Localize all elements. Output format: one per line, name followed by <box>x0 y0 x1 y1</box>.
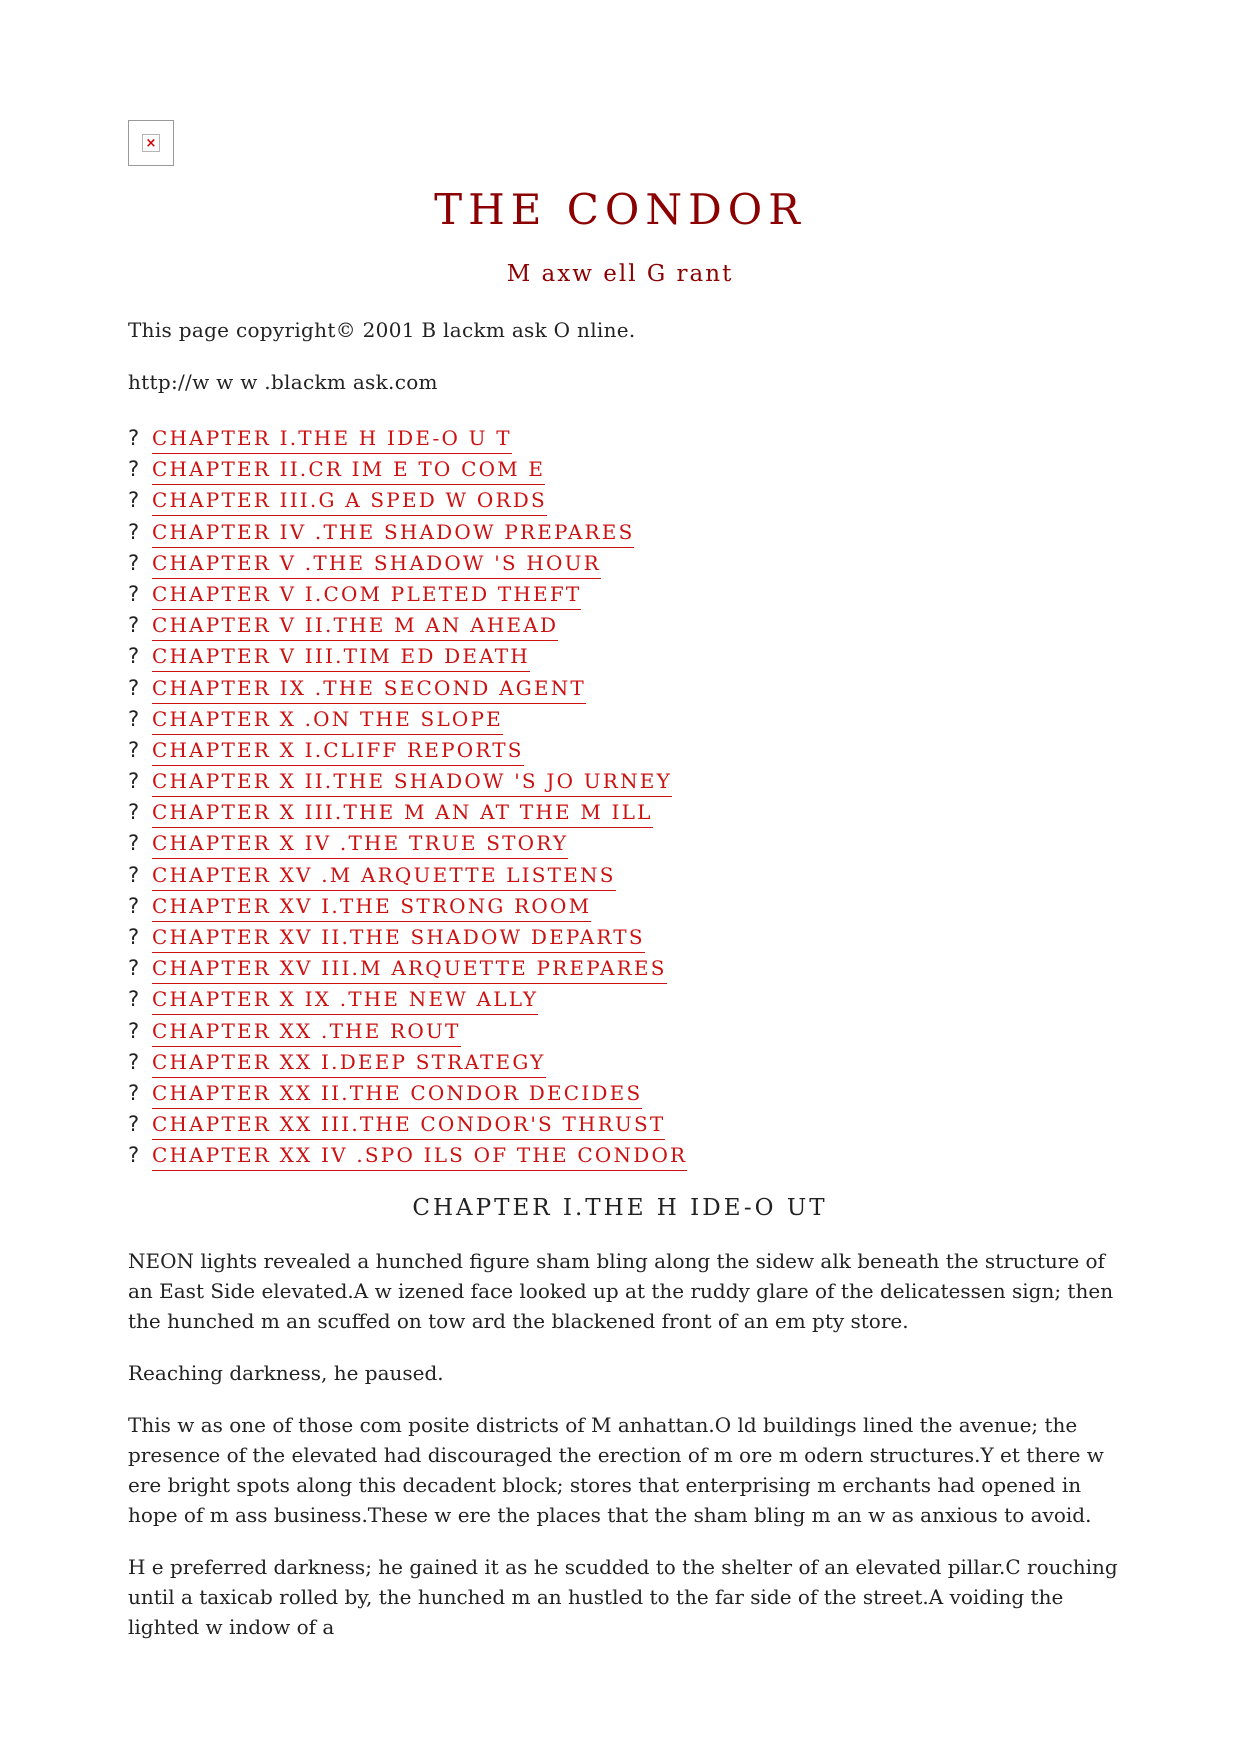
broken-image-icon <box>128 120 174 166</box>
chapter-heading: CHAPTER I.THE H IDE-O UT <box>412 1195 828 1221</box>
toc-item <box>128 798 687 829</box>
toc-bullet: ? <box>128 706 140 731</box>
toc-item <box>128 954 687 985</box>
toc-item <box>128 985 687 1016</box>
toc-bullet: ? <box>128 488 140 513</box>
toc-link-chapter-22[interactable]: CHAPTER XX II.THE CONDOR DECIDES <box>152 1079 642 1109</box>
toc-link-chapter-19[interactable]: CHAPTER X IX .THE NEW ALLY <box>152 985 538 1015</box>
toc-item <box>128 767 687 798</box>
toc-bullet: ? <box>128 1018 140 1043</box>
toc-bullet: ? <box>128 925 140 949</box>
toc-item <box>128 1048 687 1079</box>
toc-link-chapter-20[interactable]: CHAPTER XX .THE ROUT <box>152 1017 461 1047</box>
toc-bullet: ? <box>128 1049 140 1074</box>
toc-link-chapter-8[interactable]: CHAPTER V III.TIM ED DEATH <box>152 642 530 672</box>
toc-link-chapter-6[interactable]: CHAPTER V I.COM PLETED THEFT <box>152 580 581 610</box>
toc-item <box>128 829 687 860</box>
toc-link-chapter-9[interactable]: CHAPTER IX .THE SECOND AGENT <box>152 674 586 704</box>
toc-item <box>128 549 687 580</box>
toc-link-chapter-2[interactable]: CHAPTER II.CR IM E TO COM E <box>152 455 545 485</box>
toc-bullet: ? <box>128 675 140 700</box>
toc-link-chapter-5[interactable]: CHAPTER V .THE SHADOW 'S HOUR <box>152 549 601 579</box>
toc-bullet: ? <box>128 1112 140 1137</box>
toc-bullet: ? <box>128 769 140 794</box>
toc-item <box>128 455 687 486</box>
toc-item <box>128 923 687 954</box>
toc-link-chapter-13[interactable]: CHAPTER X III.THE M AN AT THE M ILL <box>152 798 653 828</box>
book-author: M axw ell G rant <box>506 261 734 287</box>
toc-link-chapter-12[interactable]: CHAPTER X II.THE SHADOW 'S JO URNEY <box>152 767 672 797</box>
toc-bullet: ? <box>128 1080 140 1105</box>
toc-bullet: ? <box>128 737 140 762</box>
toc-link-chapter-7[interactable]: CHAPTER V II.THE M AN AHEAD <box>152 611 558 641</box>
body-paragraph: Reaching darkness, he paused. <box>128 1361 444 1385</box>
toc-link-chapter-14[interactable]: CHAPTER X IV .THE TRUE STORY <box>152 829 568 859</box>
toc-item <box>128 861 687 892</box>
toc-bullet: ? <box>128 519 140 544</box>
body-paragraph: This w as one of those com posite districts of M anhattan.O ld buildings lined the avenue; the presence of the elevated had discouraged the erection of m ore m odern structures.Y et there w ere bright spots along this decadent block; stores that enterprising m erchants had opened in hope of m ass business.These w ere the places that the sham bling m an w as anxious to avoid. <box>128 1413 1104 1527</box>
toc-link-chapter-24[interactable]: CHAPTER XX IV .SPO ILS OF THE CONDOR <box>152 1141 687 1171</box>
toc-item <box>128 642 687 673</box>
toc-bullet: ? <box>128 956 140 981</box>
toc-link-chapter-15[interactable]: CHAPTER XV .M ARQUETTE LISTENS <box>152 861 616 891</box>
toc-bullet: ? <box>128 426 140 450</box>
toc-link-chapter-1[interactable]: CHAPTER I.THE H IDE-O U T <box>152 424 512 454</box>
toc-item <box>128 1141 687 1172</box>
toc-link-chapter-10[interactable]: CHAPTER X .ON THE SLOPE <box>152 705 503 735</box>
toc-link-chapter-23[interactable]: CHAPTER XX III.THE CONDOR'S THRUST <box>152 1110 665 1140</box>
toc-link-chapter-17[interactable]: CHAPTER XV II.THE SHADOW DEPARTS <box>152 923 645 953</box>
toc-link-chapter-21[interactable]: CHAPTER XX I.DEEP STRATEGY <box>152 1048 546 1078</box>
toc-link-chapter-3[interactable]: CHAPTER III.G A SPED W ORDS <box>152 486 547 516</box>
toc-link-chapter-16[interactable]: CHAPTER XV I.THE STRONG ROOM <box>152 892 591 922</box>
toc-link-chapter-4[interactable]: CHAPTER IV .THE SHADOW PREPARES <box>152 518 634 548</box>
toc-bullet: ? <box>128 581 140 606</box>
body-paragraph: NEON lights revealed a hunched figure sham bling along the sidew alk beneath the structure of an East Side elevated.A w izened face looked up at the ruddy glare of the delicatessen sign; then the hunched m an scuffed on tow ard the blackened front of an em pty store. <box>128 1249 1114 1333</box>
toc-item <box>128 580 687 611</box>
toc-bullet: ? <box>128 893 140 918</box>
toc-item <box>128 486 687 517</box>
broken-image-glyph: × <box>142 134 160 152</box>
toc-bullet: ? <box>128 550 140 575</box>
toc-bullet: ? <box>128 862 140 887</box>
toc-item <box>128 674 687 705</box>
chapter-body <box>128 1246 1118 1664</box>
toc-bullet: ? <box>128 644 140 669</box>
toc-bullet: ? <box>128 1143 140 1168</box>
toc-bullet: ? <box>128 987 140 1012</box>
body-paragraph: H e preferred darkness; he gained it as he scudded to the shelter of an elevated pillar.C rouching until a taxicab rolled by, the hunched m an hustled to the far side of the street.A voiding the lighted w indow of a <box>128 1555 1118 1639</box>
table-of-contents <box>128 424 687 1173</box>
toc-item <box>128 736 687 767</box>
toc-bullet: ? <box>128 800 140 825</box>
toc-item <box>128 611 687 642</box>
toc-item <box>128 424 687 455</box>
toc-item <box>128 1017 687 1048</box>
toc-bullet: ? <box>128 457 140 482</box>
toc-item <box>128 1079 687 1110</box>
toc-item <box>128 518 687 549</box>
toc-bullet: ? <box>128 831 140 856</box>
toc-item <box>128 705 687 736</box>
toc-item <box>128 892 687 923</box>
toc-item <box>128 1110 687 1141</box>
book-title: THE CONDOR <box>434 185 806 234</box>
copyright-notice: This page copyright© 2001 B lackm ask O nline. <box>128 318 636 342</box>
toc-link-chapter-18[interactable]: CHAPTER XV III.M ARQUETTE PREPARES <box>152 954 667 984</box>
website-url: http://w w w .blackm ask.com <box>128 370 438 394</box>
toc-link-chapter-11[interactable]: CHAPTER X I.CLIFF REPORTS <box>152 736 524 766</box>
toc-bullet: ? <box>128 613 140 638</box>
